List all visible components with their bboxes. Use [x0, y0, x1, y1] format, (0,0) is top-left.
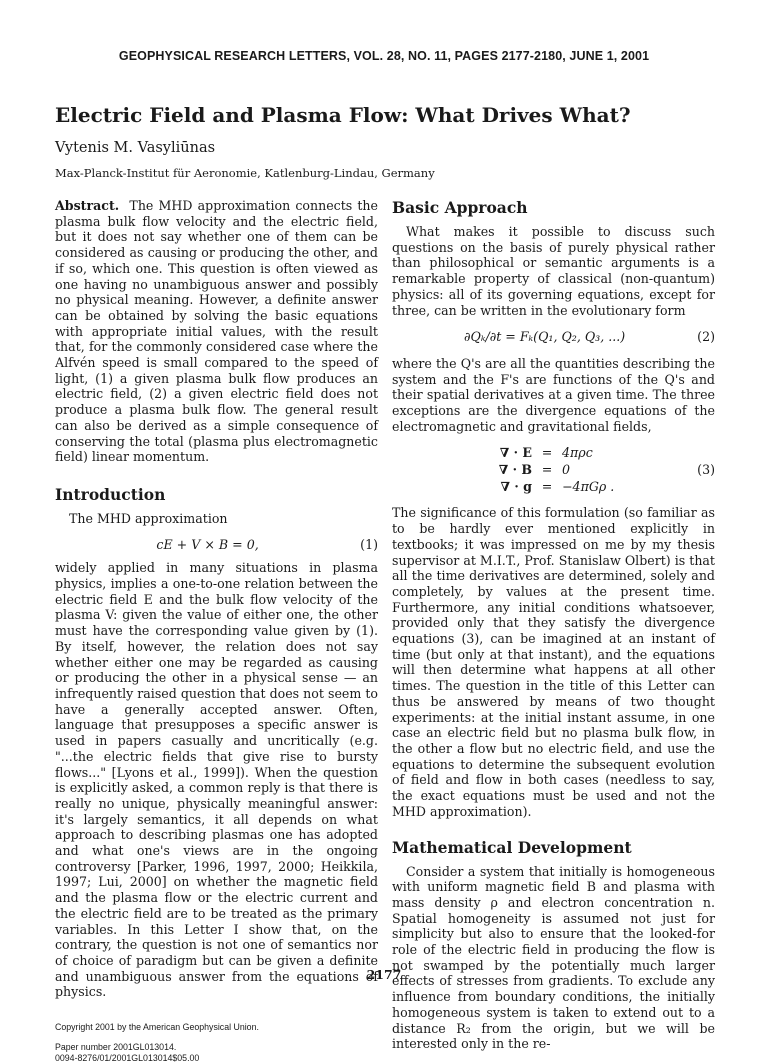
introduction-body: widely applied in many situations in plasma physics, implies a one-to-one relation between the electric field E and the bulk flow velocity of the plasma V: given the value of either one, the other must have the corresponding value given by (1). By itself, however, the relation does not say whether either one may be regarded as causing or producing the other in a physical sense — an infrequently raised question that does not seem to have a generally accepted answer. Often, language that presupposes a specific answer is used in papers casually and uncritically (e.g. "...the electric fields that give rise to bursty flows..." [Lyons et al., 1999]). When the question is explicitly asked, a common reply is that there is really no unique, physically meaningful answer: it's largely semantics, it all depends on what approach to describing plasmas one has adopted and what one's views are in the ongoing controversy [Parker, 1996, 1997, 2000; Heikkila, 1997; Lui, 2000] on whether the magnetic field and the plasma flow or the electric current and the electric field are to be treated as the primary variables. In this Letter I show that, on the contrary, the question is not one of semantics nor of choice of paradigm but can be given a definite and unambiguous answer from the equations of physics.: [55, 560, 378, 1000]
equation-1-number: (1): [360, 536, 378, 552]
introduction-heading: Introduction: [55, 484, 166, 504]
equation-1: [55, 537, 378, 553]
equation-3-row: ∇ · E = 4πρc: [499, 445, 593, 461]
page-number: 2177: [366, 967, 402, 982]
abstract: [55, 198, 378, 465]
equation-1-expression: cE + V × B = 0,: [156, 536, 259, 552]
mathematical-development-heading: Mathematical Development: [392, 837, 632, 857]
basic-approach-paragraph-2: where the Q's are all the quantities describing the system and the F's are functions of the Q's and their spatial derivatives at a given time. The three exceptions are the divergence equations of the electromagnetic and gravitational fields,: [392, 355, 715, 434]
equation-3-row: ∇ · g = −4πGρ .: [500, 479, 615, 495]
basic-approach-paragraph-3: The significance of this formulation (so familiar as to be hardly ever mentioned explicitly in textbooks; it was impressed on me by my thesis supervisor at M.I.T., Prof. Stanislaw Olbert) is that all the time derivatives are determined, solely and completely, by values at the present time. Furthermore, any initial conditions whatsoever, provided only that they satisfy the divergence equations (3), can be imagined at an instant of time (but only at that instant), and the equations will then determine what happens at all other times. The question in the title of this Letter can thus be answered by means of two thought experiments: at the initial instant assume, in one case an electric field but no plasma bulk flow, in the other a flow but no electric field, and use the equations to determine the subsequent evolution of field and flow in both cases (needless to say, the exact equations must be used and not the MHD approximation).: [392, 505, 715, 819]
abstract-text: The MHD approximation connects the plasma bulk flow velocity and the electric field, but it does not say whether one of them can be considered as causing or producing the other, and if so, which one. This question is often viewed as one having no unambiguous answer and possibly no physical meaning. However, a definite answer can be obtained by solving the basic equations with appropriate initial values, with the result that, for the commonly considered case where the Alfvén speed is small compared to the speed of light, (1) a given plasma bulk flow produces an electric field, (2) a given electric field does not produce a plasma bulk flow. The general result can also be derived as a simple consequence of conserving the total (plasma plus electromagnetic field) linear momentum.: [55, 198, 378, 465]
right-column: [392, 198, 715, 1052]
author-name: Vytenis M. Vasyliūnas: [55, 140, 216, 156]
equation-2-expression: ∂Qₖ/∂t = Fₖ(Q₁, Q₂, Q₃, ...): [464, 329, 626, 345]
equation-3-row: ∇ · B = 0: [498, 462, 571, 478]
paper-number: Paper number 2001GL013014.: [55, 1042, 177, 1053]
equation-2-number: (2): [697, 329, 715, 345]
basic-approach-heading: Basic Approach: [392, 198, 528, 217]
basic-approach-paragraph-1: What makes it possible to discuss such questions on the basis of purely physical rather than philosophical or semantic arguments is a remarkable property of classical (non-quantum) physics: all of its governing equations, except for three, can be written in the evolutionary form: [392, 224, 715, 318]
running-head: GEOPHYSICAL RESEARCH LETTERS, VOL. 28, NO. 11, PAGES 2177-2180, JUNE 1, 2001: [118, 49, 650, 63]
equation-2: [392, 329, 715, 345]
equation-3: [392, 444, 715, 495]
publication-code: 0094-8276/01/2001GL013014$05.00: [55, 1053, 200, 1064]
paper-title: Electric Field and Plasma Flow: What Drives What?: [55, 103, 631, 127]
copyright-notice: Copyright 2001 by the American Geophysical Union.: [55, 1022, 259, 1033]
author-affiliation: Max-Planck-Institut für Aeronomie, Katlenburg-Lindau, Germany: [55, 166, 435, 180]
abstract-label: Abstract.: [55, 198, 120, 213]
equation-3-number: (3): [697, 462, 715, 478]
mathematical-development-paragraph-1: Consider a system that initially is homogeneous with uniform magnetic field B and plasma with mass density ρ and electron concentration n. Spatial homogeneity is assumed not just for simplicity but also to ensure that the looked-for role of the electric field in producing the flow is not swamped by the potentially much larger effects of stresses from gradients. To exclude any influence from boundary conditions, the initially homogeneous system is taken to extend out to a distance R₂ from the origin, but we will be interested only in the re-: [392, 863, 715, 1052]
introduction-lead: The MHD approximation: [69, 510, 228, 526]
left-column: [55, 198, 378, 1064]
